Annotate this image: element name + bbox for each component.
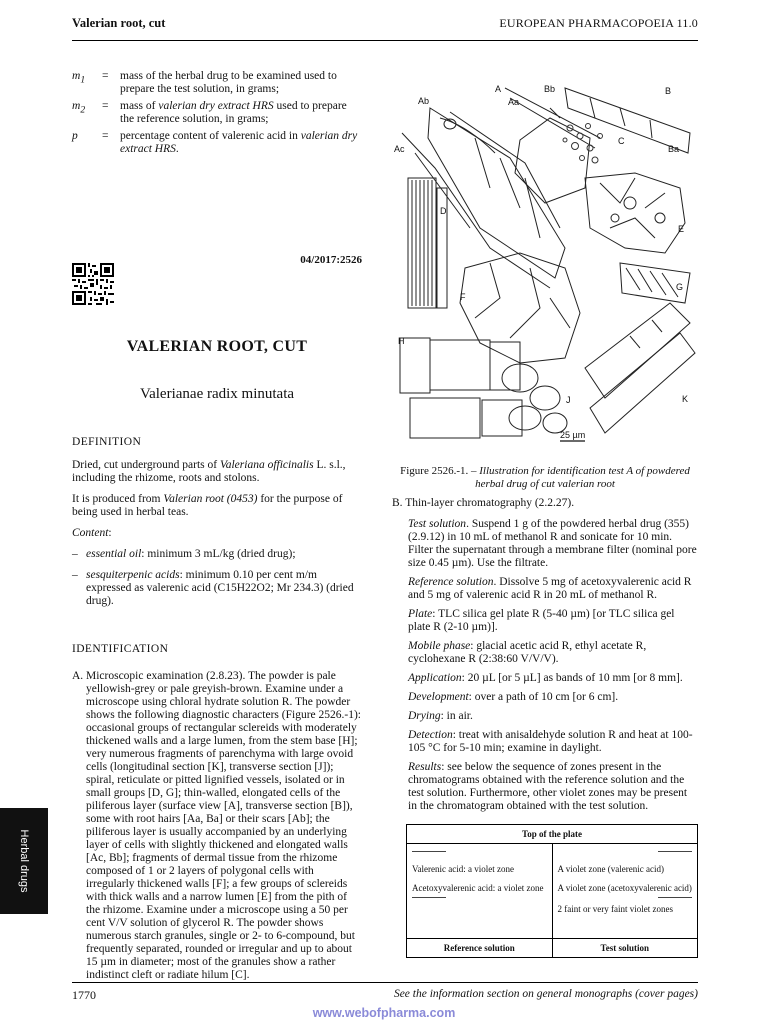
microscopy-figure bbox=[390, 78, 700, 446]
header-rule bbox=[72, 40, 698, 41]
test-solution: Test solution. Suspend 1 g of the powdered herbal drug (355) (2.9.12) in 10 mL of methanol R and sonicate for 10 min. Filter the supernatant through a membrane filter (nominal pore size 0.45 µm). Use the filtrate. bbox=[408, 518, 697, 569]
fig-label-g: G bbox=[676, 282, 684, 292]
section-tab-label: Herbal drugs bbox=[18, 829, 30, 893]
mobile-phase: Mobile phase: glacial acetic acid R, ethyl acetate R, cyclohexane R (2:38:60 V/V/V). bbox=[408, 640, 647, 665]
test-zone-valerenic: A violet zone (valerenic acid) bbox=[557, 864, 664, 874]
document-number: 04/2017:2526 bbox=[300, 254, 362, 266]
results: Results: see below the sequence of zones present in the chromatograms obtained with the reference solution and the test solution. Furthermore, other violet zones may be present in the chromatogram obtained with the test solution. bbox=[408, 761, 688, 812]
fig-scale-label: 25 µm bbox=[560, 430, 586, 440]
col-header-test: Test solution bbox=[552, 939, 698, 957]
fig-label-b: B bbox=[665, 86, 672, 96]
content-essential-oil: – essential oil: minimum 3 mL/kg (dried drug); bbox=[72, 548, 296, 560]
fig-label-c: C bbox=[618, 136, 625, 146]
fig-label-aa: Aa bbox=[508, 97, 520, 107]
monograph-latin-title: Valerianae radix minutata bbox=[139, 386, 295, 402]
identification-section bbox=[72, 643, 362, 982]
fig-label-k: K bbox=[682, 394, 689, 404]
application: Application: 20 µL [or 5 µL] as bands of 10 mm [or 8 mm]. bbox=[408, 672, 683, 684]
footer-rule bbox=[72, 982, 698, 983]
fig-label-d: D bbox=[440, 206, 447, 216]
test-b-section bbox=[392, 497, 698, 819]
fig-label-e: E bbox=[678, 224, 685, 234]
fig-label-bb: Bb bbox=[544, 84, 556, 94]
identification-heading: IDENTIFICATION bbox=[72, 643, 169, 655]
fig-label-j: J bbox=[566, 395, 571, 405]
footer-note: See the information section on general monographs (cover pages) bbox=[393, 988, 698, 1000]
tlc-zone-table bbox=[406, 824, 698, 958]
content-sesquiterpenic-acids: – sesquiterpenic acids: minimum 0.10 per cent m/m expressed as valerenic acid (C15H22O2; Mr 234.3) (dried drug). bbox=[72, 569, 354, 607]
col-header-reference: Reference solution bbox=[443, 943, 515, 953]
detection: Detection: treat with anisaldehyde solution R and heat at 100-105 °C for 5-10 min; examine in daylight. bbox=[408, 729, 693, 754]
production-text: It is produced from Valerian root (0453) for the purpose of being used in herbal teas. bbox=[72, 493, 343, 518]
figure-caption: Figure 2526.-1. – Illustration for identification test A of powdered herbal drug of cut valerian root bbox=[400, 465, 690, 490]
development: Development: over a path of 10 cm [or 6 cm]. bbox=[408, 691, 619, 703]
test-zone-faint: 2 faint or very faint violet zones bbox=[557, 904, 673, 914]
fig-label-ac: Ac bbox=[394, 144, 405, 154]
plate: Plate: TLC silica gel plate R (5-40 µm) [or TLC silica gel plate R (2-10 µm)]. bbox=[408, 608, 675, 633]
legend-p: p = percentage content of valerenic acid in valerian dry extract HRS. bbox=[72, 130, 358, 155]
publication-title: EUROPEAN PHARMACOPOEIA 11.0 bbox=[499, 16, 698, 30]
monograph-title: VALERIAN ROOT, CUT bbox=[126, 338, 308, 355]
definition-section bbox=[72, 436, 362, 616]
ref-zone-acetoxyvalerenic: Acetoxyvalerenic acid: a violet zone bbox=[412, 883, 544, 893]
page-number: 1770 bbox=[72, 988, 96, 1002]
reference-solution: Reference solution. Dissolve 5 mg of acetoxyvalerenic acid R and 5 mg of valerenic acid R in 20 mL of methanol R. bbox=[408, 576, 692, 601]
qr-code-icon[interactable] bbox=[72, 263, 114, 305]
legend-m2: $m_2$ = mass of valerian dry extract HRS used to prepare the reference solution, in grams; bbox=[72, 100, 347, 125]
drying: Drying: in air. bbox=[408, 710, 473, 722]
legend-m1: $m_1$ = mass of the herbal drug to be examined used to prepare the test solution, in grams; bbox=[72, 70, 337, 95]
running-title: Valerian root, cut bbox=[72, 16, 166, 30]
table-top-of-plate: Top of the plate bbox=[407, 825, 697, 844]
section-tab bbox=[0, 808, 48, 914]
fig-label-ab: Ab bbox=[418, 96, 430, 106]
fig-label-f: F bbox=[460, 292, 466, 302]
ref-zone-valerenic: Valerenic acid: a violet zone bbox=[412, 864, 514, 874]
identification-test-a: A. Microscopic examination (2.8.23). The powder is pale yellowish-grey or pale greyish-brown. Examine under a microscope using chloral hydrate solution R. The powder shows the following diagnostic characters (Figure 2526.-1): occasional groups of rectangular sclereids with moderately thickened walls and a large lumen, from the stem base [H]; very numerous fragments of parenchyma with large ovoid cells (longitudinal section [K], transverse section [J]); spiral, reticulate or pitted lignified vessels, isolated or in small groups [D, G]; thin-walled, elongated cells of the piliferous layer (surface view [A], transverse section [B]), some with root hairs [Aa, Ba] or their scars [Ab]; the piliferous layer is usually accompanied by an underlying layer of cells with slightly thickened and elongated walls [Ac, Bb]; fragments of dermal tissue from the rhizome composed of 1 or 2 layers of polygonal cells with irregularly thickened walls [F]; a few groups of sclereids with thick walls and a narrow lumen [E] from the pith of the rhizome. Examine under a microscope using a 50 per cent V/V solution of glycerol R. The powder shows numerous starch granules, single or 2- to 6-compound, but frequently separated, rounded or irregular and up to about 15 µm in diameter; most of the granules show a rather indistinct cleft or radiate hilum [C]. bbox=[72, 670, 361, 981]
definition-heading: DEFINITION bbox=[72, 436, 142, 448]
fig-label-ba: Ba bbox=[668, 144, 680, 154]
test-solution-column bbox=[552, 843, 698, 939]
definition-text: Dried, cut underground parts of Valeriana officinalis L. s.l., including the rhizome, roots and stolons. bbox=[72, 459, 346, 484]
test-b-title: B. Thin-layer chromatography (2.2.27). bbox=[392, 497, 575, 509]
symbol-legend bbox=[72, 70, 362, 160]
content-label: Content: bbox=[72, 527, 112, 539]
test-zone-acetoxyvalerenic: A violet zone (acetoxyvalerenic acid) bbox=[557, 883, 692, 893]
watermark-link[interactable]: www.webofpharma.com bbox=[312, 1006, 456, 1020]
fig-label-a: A bbox=[495, 84, 502, 94]
fig-label-h: H bbox=[398, 336, 405, 346]
reference-solution-column bbox=[407, 843, 552, 939]
